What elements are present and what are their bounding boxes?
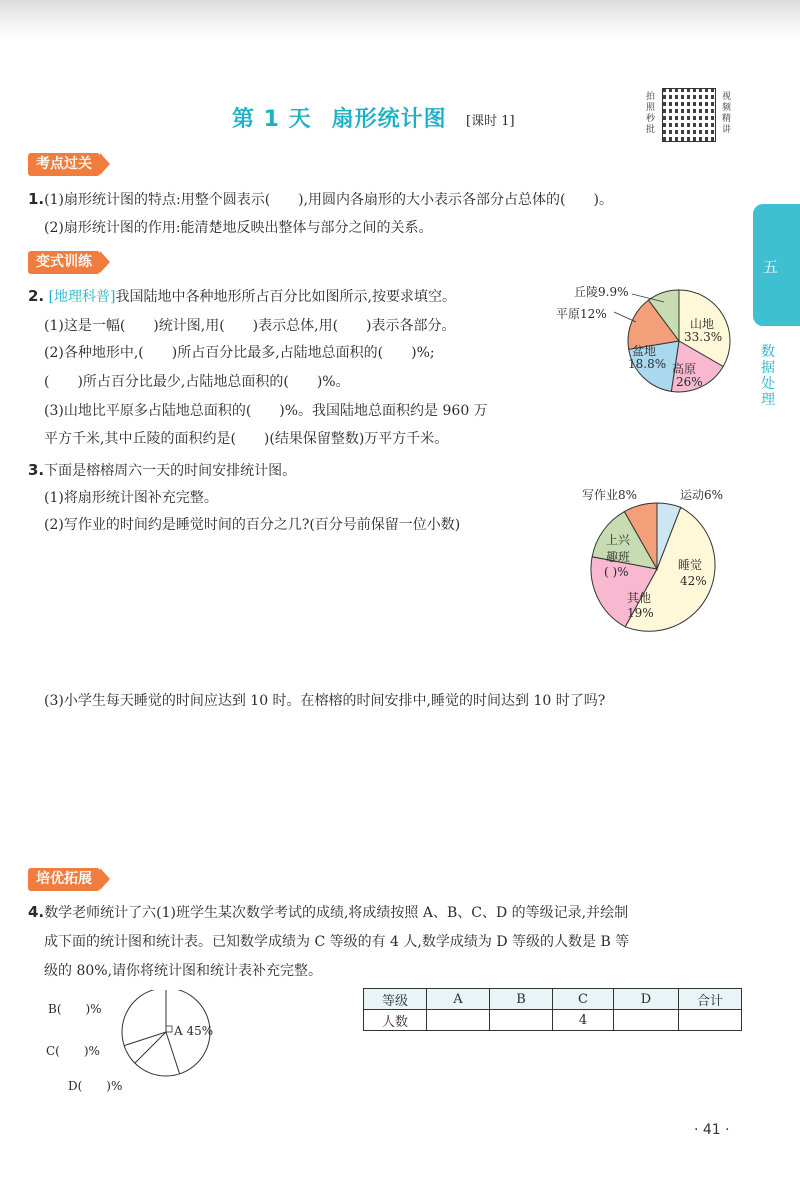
chart1-label-pingyuan: 平原12% — [556, 307, 607, 321]
q4-line-1: 4.数学老师统计了六(1)班学生某次数学考试的成绩,将成绩按照 A、B、C、D 的等级记录,并绘制 — [28, 903, 629, 921]
table-cell: 4 — [553, 1010, 614, 1031]
q2-line-1: (1)这是一幅( )统计图,用( )表示总体,用( )表示各部分。 — [44, 318, 456, 334]
q4-line-2: 成下面的统计图和统计表。已知数学成绩为 C 等级的有 4 人,数学成绩为 D 等级的人数是 B 等 — [44, 934, 630, 950]
q3-intro: 3.下面是榕榕周六一天的时间安排统计图。 — [28, 461, 297, 479]
q2-tag: [地理科普] — [48, 289, 116, 305]
q3-line-3: (3)小学生每天睡觉的时间应达到 10 时。在榕榕的时间安排中,睡觉的时间达到 10 时了吗? — [44, 693, 606, 709]
table-header-cell: 等级 — [364, 989, 427, 1010]
table-header-cell: A — [427, 989, 490, 1010]
section-header-1: 考点过关 — [28, 153, 100, 176]
chapter-number: 五 — [763, 258, 779, 276]
chart1-label-shandi: 山地 — [690, 317, 715, 331]
qr-left-label: 拍照秒批 — [646, 92, 656, 135]
q1-line-2: (2)扇形统计图的作用:能清楚地反映出整体与部分之间的关系。 — [44, 220, 433, 236]
chart3-label-c: C( )% — [46, 1044, 100, 1058]
chart1-label-gaoyuan: 高原 — [672, 362, 697, 376]
q3-line-2: (2)写作业的时间约是睡觉时间的百分之几?(百分号前保留一位小数) — [44, 517, 461, 533]
section-header-3: 培优拓展 — [28, 868, 100, 891]
chart1-label-qiuling: 丘陵9.9% — [574, 285, 629, 299]
q2-line-2: (2)各种地形中,( )所占百分比最多,占陆地总面积的( )%; — [44, 345, 435, 361]
lesson-label: [课时 1] — [466, 114, 515, 129]
grade-table — [363, 988, 742, 1031]
table-header-row — [364, 989, 742, 1010]
chart3-label-b: B( )% — [48, 1002, 102, 1016]
table-cell[interactable] — [614, 1010, 679, 1031]
q1-line-1: 1.(1)扇形统计图的特点:用整个圆表示( ),用圆内各扇形的大小表示各部分占总体的( )。 — [28, 190, 613, 208]
chapter-label: 数据处理 — [761, 344, 775, 408]
chart2-label-xingqu-3: ( )% — [604, 565, 629, 579]
table-cell[interactable] — [679, 1010, 742, 1031]
chart2-label-zuoye: 写作业8% — [582, 488, 638, 502]
table-cell[interactable] — [490, 1010, 553, 1031]
chart1-label-gaoyuan-pct: 26% — [676, 375, 703, 389]
section-header-2: 变式训练 — [28, 251, 100, 274]
qr-code-icon[interactable] — [662, 88, 716, 142]
chart2-label-qita-pct: 19% — [627, 606, 654, 620]
table-cell: 人数 — [364, 1010, 427, 1031]
page-title: 第 1 天 扇形统计图 — [232, 107, 447, 132]
chart1-label-shandi-pct: 33.3% — [684, 330, 723, 344]
top-margin — [0, 0, 800, 40]
chart2-label-xingqu-1: 上兴 — [606, 533, 631, 547]
q2-line-5: 平方千米,其中丘陵的面积约是( )(结果保留整数)万平方千米。 — [44, 431, 449, 447]
chart2-label-shuijiao: 睡觉 — [678, 558, 703, 572]
qr-right-label: 视频精讲 — [722, 92, 732, 135]
chart2-label-shuijiao-pct: 42% — [680, 574, 707, 588]
table-header-cell: D — [614, 989, 679, 1010]
table-header-cell: 合计 — [679, 989, 742, 1010]
table-row — [364, 1010, 742, 1031]
table-cell[interactable] — [427, 1010, 490, 1031]
q3-line-1: (1)将扇形统计图补充完整。 — [44, 490, 218, 506]
table-header-cell: C — [553, 989, 614, 1010]
chart3-label-a: A 45% — [174, 1024, 214, 1038]
page-number: · 41 · — [694, 1122, 730, 1138]
grade-pie-chart — [110, 990, 230, 1090]
chart3-label-d: D( )% — [68, 1079, 123, 1093]
chart1-label-pendi-pct: 18.8% — [628, 357, 667, 371]
chart2-label-xingqu-2: 趣班 — [606, 550, 631, 564]
q4-line-3: 级的 80%,请你将统计图和统计表补充完整。 — [44, 963, 323, 979]
schedule-pie-chart — [580, 490, 730, 642]
table-header-cell: B — [490, 989, 553, 1010]
q2-intro: 2. [地理科普]我国陆地中各种地形所占百分比如图所示,按要求填空。 — [28, 287, 456, 305]
chart2-label-yundong: 运动6% — [680, 488, 724, 502]
chart1-label-pendi: 盆地 — [632, 344, 657, 358]
chart2-label-qita: 其他 — [627, 591, 652, 605]
q2-line-4: (3)山地比平原多占陆地总面积的( )%。我国陆地总面积约是 960 万 — [44, 403, 488, 419]
q2-line-3: ( )所占百分比最少,占陆地总面积的( )%。 — [44, 374, 350, 390]
